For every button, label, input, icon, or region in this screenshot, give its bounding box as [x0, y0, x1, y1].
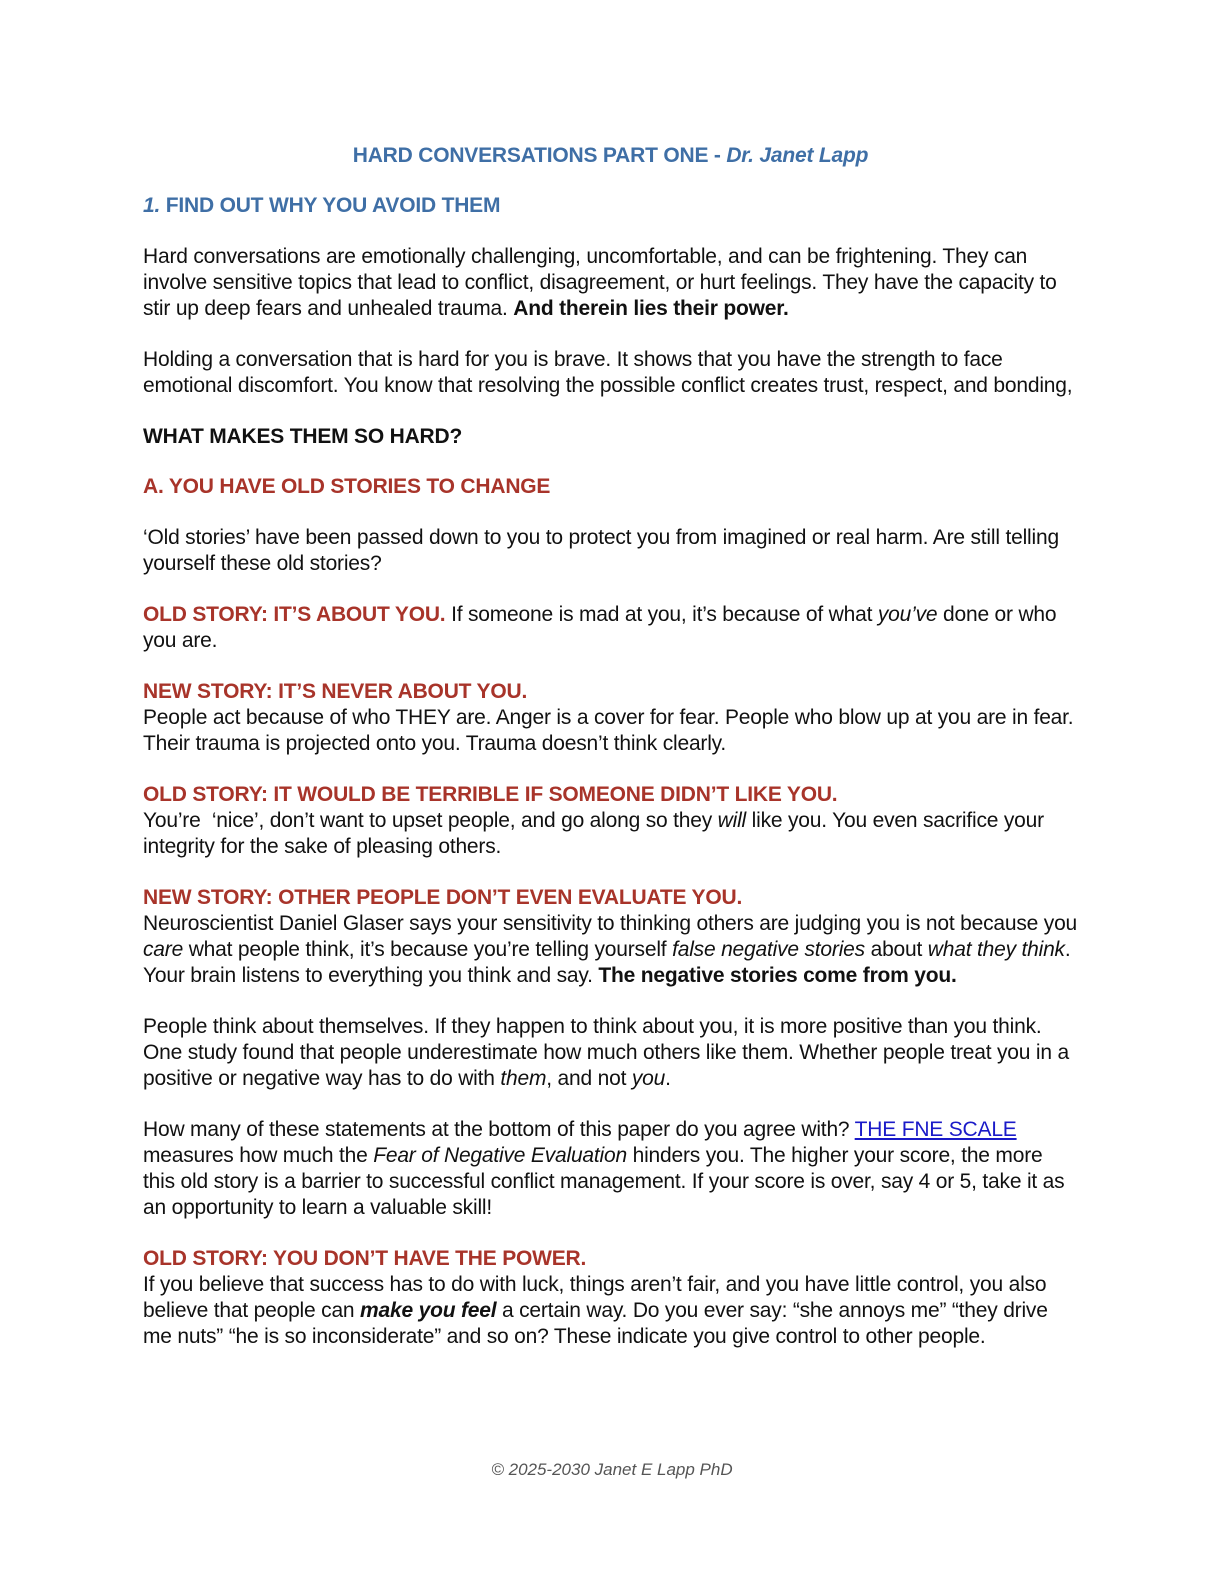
new-story-1-text: People act because of who THEY are. Anger is a cover for fear. People who blow up at you are in fear. Their trauma is projected onto you. Trauma doesn’t think clearly. — [143, 706, 1074, 755]
people-think-emphasis-them: them — [500, 1067, 547, 1090]
old-story-2-heading: OLD STORY: IT WOULD BE TERRIBLE IF SOMEONE DIDN’T LIKE YOU. — [143, 783, 838, 806]
fne-text-c: hinders you. The higher your score, the more this old story is a barrier to successful conflict management. If your score is over, say 4 or 5, take it as an opportunity to learn a valuable skill! — [143, 1144, 1065, 1219]
new-story-2-heading: NEW STORY: OTHER PEOPLE DON’T EVEN EVALUATE YOU. — [143, 886, 743, 909]
new-story-2-emphasis-care: care — [143, 938, 184, 961]
old-story-1-text-b: done or who you are. — [143, 603, 1057, 652]
old-story-3-heading: OLD STORY: YOU DON’T HAVE THE POWER. — [143, 1247, 587, 1270]
section-1-number: 1. — [143, 194, 161, 217]
people-think-text-a: People think about themselves. If they happen to think about you, it is more positive than you think. One study found that people underestimate how much others like them. Whether people treat you in a positive or negative way has to do with — [143, 1015, 1069, 1090]
new-story-2-text-d: . Your brain listens to everything you think and say. — [143, 938, 1071, 987]
fne-scale-link[interactable]: THE FNE SCALE — [854, 1118, 1017, 1141]
old-story-2-emphasis: will — [717, 809, 747, 832]
paragraph-brave: Holding a conversation that is hard for you is brave. It shows that you have the strength to face emotional discomfort. You know that resolving the possible conflict creates trust, respect, and bonding, — [143, 348, 1073, 397]
new-story-2-emphasis-think: what they think — [927, 938, 1065, 961]
new-story-1-heading: NEW STORY: IT’S NEVER ABOUT YOU. — [143, 680, 528, 703]
old-story-3-text-a: If you believe that success has to do with luck, things aren’t fair, and you have little control, you also believe that people can — [143, 1273, 1047, 1322]
title-text: HARD CONVERSATIONS PART ONE — [352, 144, 709, 167]
old-story-1-emphasis: you’ve — [877, 603, 938, 626]
document-page — [143, 140, 1078, 1375]
old-story-1 — [143, 602, 1078, 654]
old-story-3-body — [143, 1272, 1078, 1350]
section-1-heading — [143, 190, 1078, 222]
section-a-heading: A. YOU HAVE OLD STORIES TO CHANGE — [143, 475, 551, 498]
new-story-2-text-b: what people think, it’s because you’re telling yourself — [183, 938, 673, 961]
fne-text-a: How many of these statements at the bottom of this paper do you agree with? — [143, 1118, 855, 1141]
old-story-1-heading: OLD STORY: IT’S ABOUT YOU. — [143, 603, 446, 626]
author-name: Dr. Janet Lapp — [726, 144, 869, 167]
paragraph-intro-bold: And therein lies their power. — [513, 297, 789, 320]
copyright-footer: © 2025-2030 Janet E Lapp PhD — [491, 1460, 733, 1479]
fne-emphasis: Fear of Negative Evaluation — [373, 1144, 627, 1167]
paragraph-people-think — [143, 1014, 1078, 1092]
new-story-2-bold: The negative stories come from you. — [598, 964, 957, 987]
paragraph-fne-scale — [143, 1117, 1078, 1221]
page-title — [143, 140, 1078, 172]
old-story-3-text-b: a certain way. Do you ever say: “she annoys me” “they drive me nuts” “he is so inconsiderate” and so on? These indicate you give control to other people. — [143, 1299, 1048, 1348]
fne-text-b: measures how much the — [143, 1144, 374, 1167]
paragraph-old-stories: ‘Old stories’ have been passed down to you to protect you from imagined or real harm. Are still telling yourself these old stories? — [143, 526, 1059, 575]
new-story-2-body — [143, 911, 1078, 989]
people-think-text-b: , and not — [546, 1067, 632, 1090]
new-story-2-text-c: about — [864, 938, 928, 961]
new-story-2 — [143, 885, 1078, 989]
new-story-1 — [143, 679, 1078, 757]
section-1-title: FIND OUT WHY YOU AVOID THEM — [160, 194, 501, 217]
title-separator: - — [708, 144, 727, 167]
old-story-2-body — [143, 808, 1078, 860]
old-story-2 — [143, 782, 1078, 860]
old-story-2-text-a: You’re ‘nice’, don’t want to upset people, and go along so they — [143, 809, 718, 832]
what-makes-heading: WHAT MAKES THEM SO HARD? — [143, 425, 463, 448]
old-story-3-emphasis: make you feel — [360, 1299, 497, 1322]
old-story-1-text-a: If someone is mad at you, it’s because of what — [445, 603, 878, 626]
new-story-2-text-a: Neuroscientist Daniel Glaser says your sensitivity to thinking others are judging you is not because you — [143, 912, 1078, 935]
old-story-3 — [143, 1246, 1078, 1350]
paragraph-intro — [143, 244, 1078, 322]
people-think-text-c: . — [665, 1067, 671, 1090]
people-think-emphasis-you: you — [631, 1067, 666, 1090]
old-story-2-text-b: like you. You even sacrifice your integrity for the sake of pleasing others. — [143, 809, 1044, 858]
new-story-2-emphasis-false: false negative stories — [672, 938, 865, 961]
paragraph-intro-text: Hard conversations are emotionally challenging, uncomfortable, and can be frightening. They can involve sensitive topics that lead to conflict, disagreement, or hurt feelings. They have the capacity to stir up deep fears and unhealed trauma. — [143, 245, 1057, 320]
